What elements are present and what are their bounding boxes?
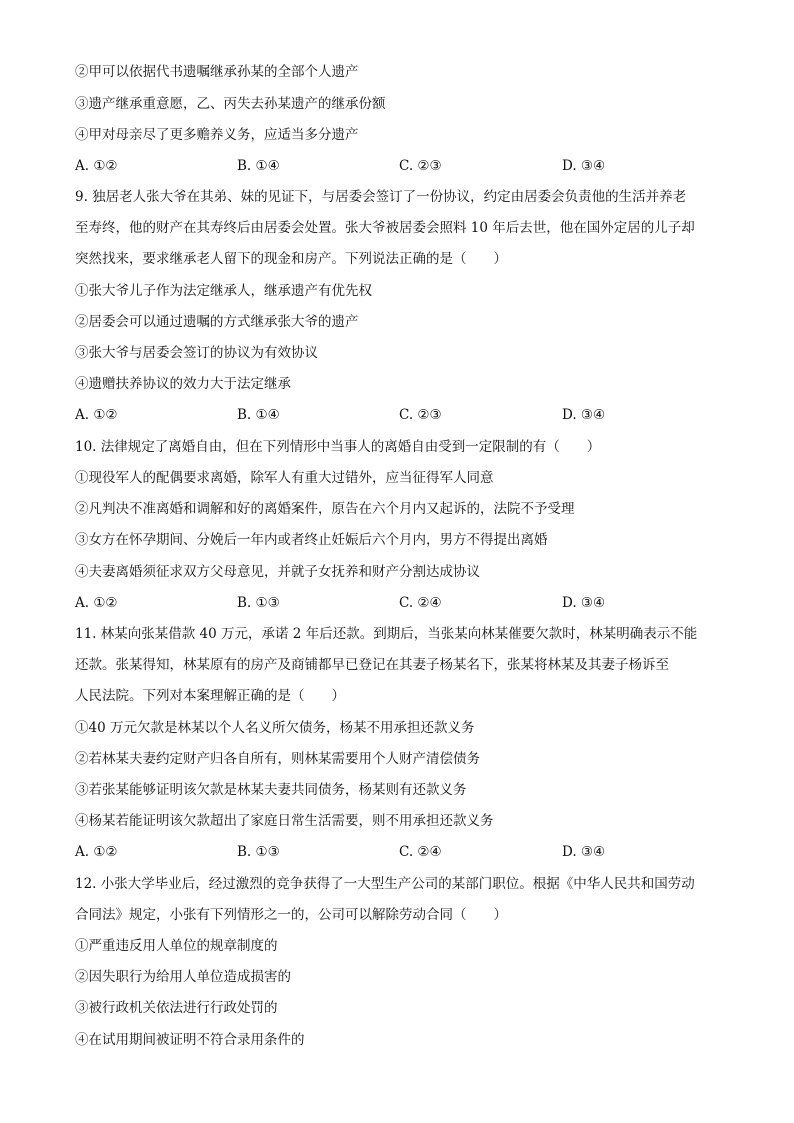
q12-stem-line-1: 12. 小张大学毕业后，经过激烈的竞争获得了一大型生产公司的某部门职位。根据《中华人民共和国劳动: [75, 876, 695, 892]
q11-statement-4: ④杨某若能证明该欠款超出了家庭日常生活需要，则不用承担还款义务: [75, 813, 494, 829]
q12-statement-1: ①严重违反用人单位的规章制度的: [75, 938, 278, 954]
q11-option-a: A. ①②: [75, 844, 118, 860]
q10-option-b: B. ①③: [237, 595, 280, 611]
q8-statement-3: ③遗产继承重意愿，乙、丙失去孙某遗产的继承份额: [75, 96, 386, 112]
q9-statement-1: ①张大爷儿子作为法定继承人，继承遗产有优先权: [75, 283, 372, 299]
q11-option-c: C. ②④: [399, 844, 442, 860]
q9-options: [75, 406, 725, 424]
q10-option-c: C. ②④: [399, 595, 442, 611]
q9-stem-line-2: 至寿终，他的财产在其寿终后由居委会处置。张大爷被居委会照料 10 年后去世，他在国外定居的儿子却: [75, 220, 695, 236]
q8-option-c: C. ②③: [399, 158, 442, 174]
q11-stem-line-3: 人民法院。下列对本案理解正确的是（ ）: [75, 688, 345, 704]
q11-statement-1: ①40 万元欠款是林某以个人名义所欠债务，杨某不用承担还款义务: [75, 720, 475, 736]
q8-statement-4: ④甲对母亲尽了更多赡养义务，应适当多分遗产: [75, 127, 359, 143]
q10-options: [75, 594, 725, 612]
q11-stem-line-2: 还款。张某得知，林某原有的房产及商铺都早已登记在其妻子杨某名下，张某将林某及其妻子杨诉至: [75, 657, 669, 673]
q9-stem-line-1: 9. 独居老人张大爷在其弟、妹的见证下，与居委会签订了一份协议，约定由居委会负责他的生活并养老: [75, 189, 687, 205]
q8-option-a: A. ①②: [75, 158, 118, 174]
q11-option-d: D. ③④: [562, 844, 606, 860]
q12-statement-3: ③被行政机关依法进行行政处罚的: [75, 1000, 278, 1016]
q10-statement-4: ④夫妻离婚须征求双方父母意见，并就子女抚养和财产分割达成协议: [75, 564, 480, 580]
q11-stem-line-1: 11. 林某向张某借款 40 万元，承诺 2 年后还款。到期后，当张某向林某催要欠款时，林某明确表示不能: [75, 626, 698, 642]
q9-option-a: A. ①②: [75, 407, 118, 423]
q8-statement-2: ②甲可以依据代书遗嘱继承孙某的全部个人遗产: [75, 64, 359, 80]
q10-statement-2: ②凡判决不准离婚和调解和好的离婚案件，原告在六个月内又起诉的，法院不予受理: [75, 501, 575, 517]
q10-option-d: D. ③④: [562, 595, 606, 611]
q9-statement-2: ②居委会可以通过遗嘱的方式继承张大爷的遗产: [75, 314, 359, 330]
q10-option-a: A. ①②: [75, 595, 118, 611]
q9-option-b: B. ①④: [237, 407, 280, 423]
q8-option-d: D. ③④: [562, 158, 606, 174]
q10-statement-1: ①现役军人的配偶要求离婚，除军人有重大过错外，应当征得军人同意: [75, 470, 494, 486]
q9-option-c: C. ②③: [399, 407, 442, 423]
q9-statement-3: ③张大爷与居委会签订的协议为有效协议: [75, 345, 318, 361]
q8-options: [75, 157, 725, 175]
q11-options: [75, 843, 725, 861]
q9-stem-line-3: 突然找来，要求继承老人留下的现金和房产。下列说法正确的是（ ）: [75, 251, 507, 267]
q11-option-b: B. ①③: [237, 844, 280, 860]
q12-statement-4: ④在试用期间被证明不符合录用条件的: [75, 1032, 305, 1048]
q10-statement-3: ③女方在怀孕期间、分娩后一年内或者终止妊娠后六个月内，男方不得提出离婚: [75, 532, 548, 548]
q11-statement-2: ②若林某夫妻约定财产归各自所有，则林某需要用个人财产清偿债务: [75, 751, 480, 767]
q8-option-b: B. ①④: [237, 158, 280, 174]
q11-statement-3: ③若张某能够证明该欠款是林某夫妻共同债务，杨某则有还款义务: [75, 782, 467, 798]
q12-stem-line-2: 合同法》规定，小张有下列情形之一的，公司可以解除劳动合同（ ）: [75, 907, 507, 923]
q9-statement-4: ④遗赠扶养协议的效力大于法定继承: [75, 376, 291, 392]
q12-statement-2: ②因失职行为给用人单位造成损害的: [75, 969, 291, 985]
q10-stem-line-1: 10. 法律规定了离婚自由，但在下列情形中当事人的离婚自由受到一定限制的有（ ）: [75, 439, 601, 455]
q9-option-d: D. ③④: [562, 407, 606, 423]
